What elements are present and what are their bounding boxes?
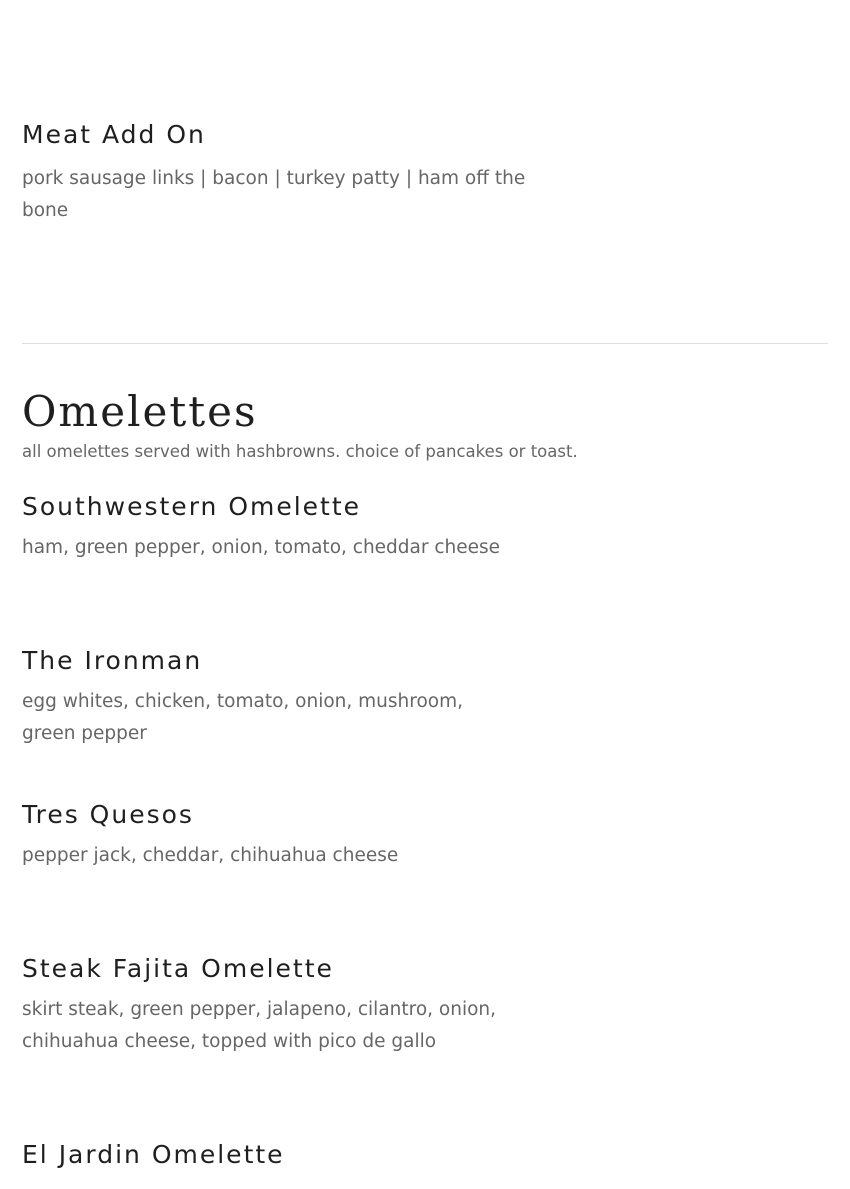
- menu-item-description: pork sausage links | bacon | turkey patty | ham off the bone: [22, 168, 526, 221]
- menu-item-description: pepper jack, cheddar, chihuahua cheese: [22, 845, 399, 866]
- menu-item-title: The Ironman: [22, 646, 203, 675]
- menu-item-title: Meat Add On: [22, 120, 206, 149]
- menu-item-description: egg whites, chicken, tomato, onion, mushroom, green pepper: [22, 691, 464, 744]
- menu-item-title: Southwestern Omelette: [22, 492, 362, 521]
- menu-item: [22, 645, 502, 750]
- menu-item: [22, 799, 532, 872]
- menu-item-title: Steak Fajita Omelette: [22, 954, 334, 983]
- menu-item-title: El Jardin Omelette: [22, 1140, 285, 1169]
- menu-item: [22, 491, 532, 564]
- menu-item: [22, 119, 532, 227]
- menu-item-description: ham, green pepper, onion, tomato, cheddar cheese: [22, 537, 501, 558]
- menu-item: [22, 953, 532, 1058]
- menu-item-title: Tres Quesos: [22, 800, 194, 829]
- menu-item-description: skirt steak, green pepper, jalapeno, cilantro, onion, chihuahua cheese, topped with pico de gallo: [22, 999, 497, 1052]
- section-divider: [22, 343, 828, 344]
- section-note-wrap: [22, 440, 578, 464]
- section-header: [22, 386, 258, 438]
- section-note: all omelettes served with hashbrowns. choice of pancakes or toast.: [22, 442, 578, 461]
- menu-item: [22, 1139, 285, 1171]
- section-title: Omelettes: [22, 387, 258, 436]
